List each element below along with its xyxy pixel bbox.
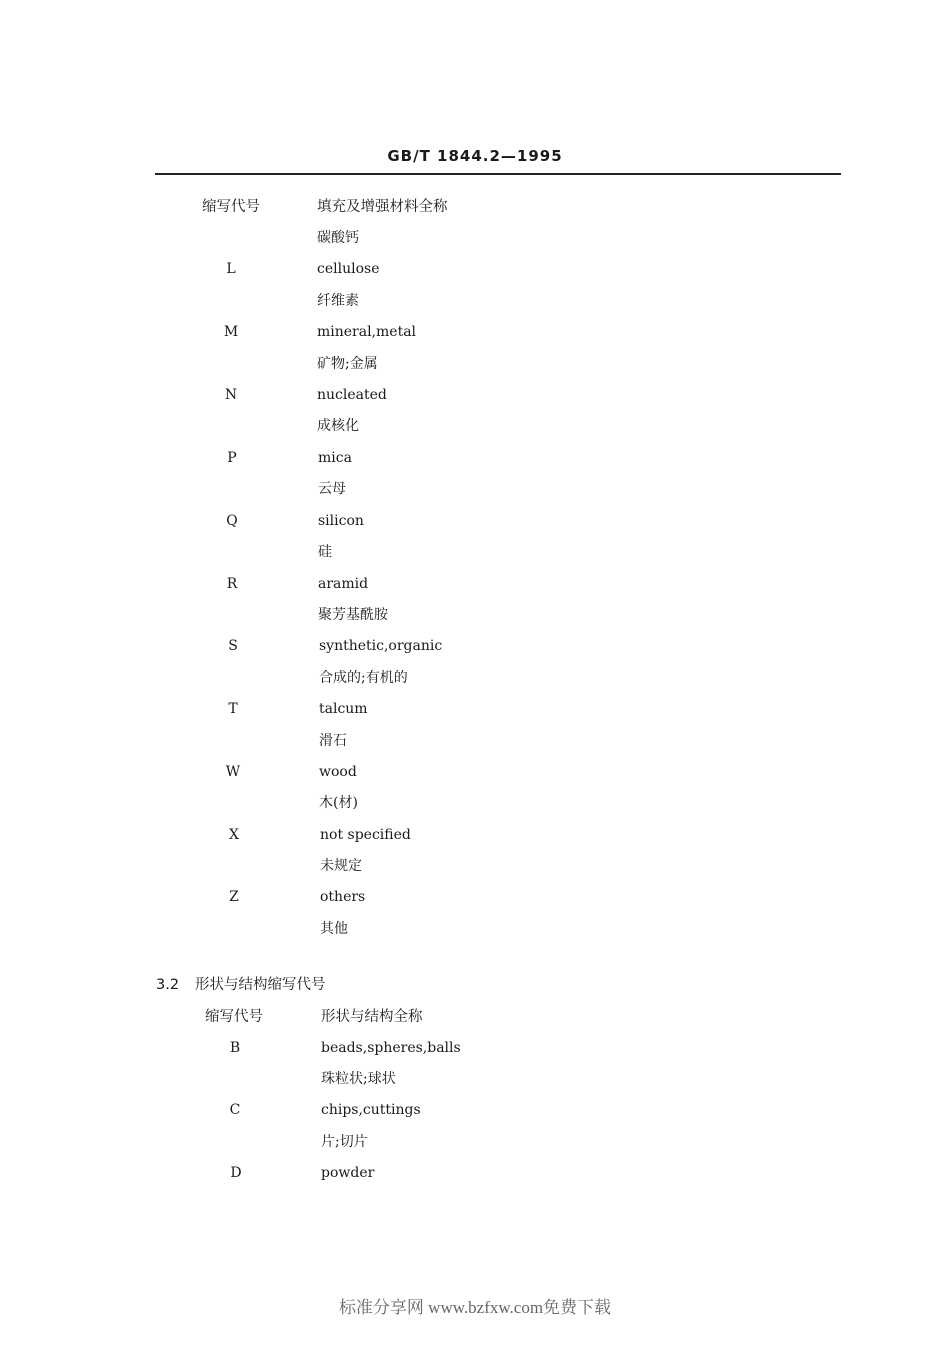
section-number: 3.2 xyxy=(156,977,180,993)
table1-code: N xyxy=(224,387,238,403)
table1-zh: 云母 xyxy=(318,481,346,497)
table1-en: others xyxy=(320,889,366,905)
table1-code: W xyxy=(225,764,241,780)
table2-zh: 片;切片 xyxy=(321,1134,368,1150)
table1-zh: 滑石 xyxy=(319,733,347,749)
table1-zh: 未规定 xyxy=(320,858,362,874)
table1-name-header: 填充及增强材料全称 xyxy=(317,199,448,215)
table1-en: synthetic,organic xyxy=(319,638,443,654)
table1-en: mineral,metal xyxy=(317,324,417,340)
table1-code: S xyxy=(228,638,238,654)
table1-en: nucleated xyxy=(317,387,387,403)
header-rule xyxy=(155,173,841,175)
table2-code: D xyxy=(230,1165,242,1181)
page-header: GB/T 1844.2—1995 xyxy=(387,147,563,165)
table1-code: T xyxy=(228,701,238,717)
table1-code: R xyxy=(226,576,238,592)
table1-en: not specified xyxy=(320,827,411,843)
table1-en: mica xyxy=(318,450,352,466)
table2-en: powder xyxy=(321,1165,375,1181)
table2-zh: 珠粒状;球状 xyxy=(321,1071,396,1087)
table2-en: chips,cuttings xyxy=(321,1102,421,1118)
footer-watermark: 标准分享网 www.bzfxw.com免费下载 xyxy=(338,1298,612,1317)
table1-en: silicon xyxy=(318,513,364,529)
table1-en: aramid xyxy=(318,576,369,592)
table1-zh: 聚芳基酰胺 xyxy=(318,607,388,623)
table1-en: wood xyxy=(319,764,357,780)
table1-zh: 合成的;有机的 xyxy=(319,670,408,686)
table1-continued-name: 碳酸钙 xyxy=(317,230,359,246)
table2-code: C xyxy=(229,1102,241,1118)
table1-code: X xyxy=(229,827,239,843)
table1-code: P xyxy=(227,450,237,466)
table1-code: Q xyxy=(226,513,238,529)
table2-en: beads,spheres,balls xyxy=(321,1040,461,1056)
table1-zh: 其他 xyxy=(320,921,348,937)
table2-code: B xyxy=(229,1040,241,1056)
table1-en: talcum xyxy=(319,701,368,717)
table1-code: M xyxy=(223,324,239,340)
table1-zh: 木(材) xyxy=(319,795,358,811)
table1-code: L xyxy=(226,261,236,277)
table1-en: cellulose xyxy=(317,261,380,277)
table1-code-header: 缩写代号 xyxy=(202,199,260,215)
table1-zh: 矿物;金属 xyxy=(317,356,378,372)
table1-zh: 硅 xyxy=(318,544,332,560)
table2-code-header: 缩写代号 xyxy=(205,1009,263,1025)
table1-code: Z xyxy=(229,889,239,905)
section-title: 形状与结构缩写代号 xyxy=(195,977,326,993)
table1-zh: 纤维素 xyxy=(317,293,359,309)
table2-name-header: 形状与结构全称 xyxy=(321,1009,423,1025)
table1-zh: 成核化 xyxy=(317,418,359,434)
